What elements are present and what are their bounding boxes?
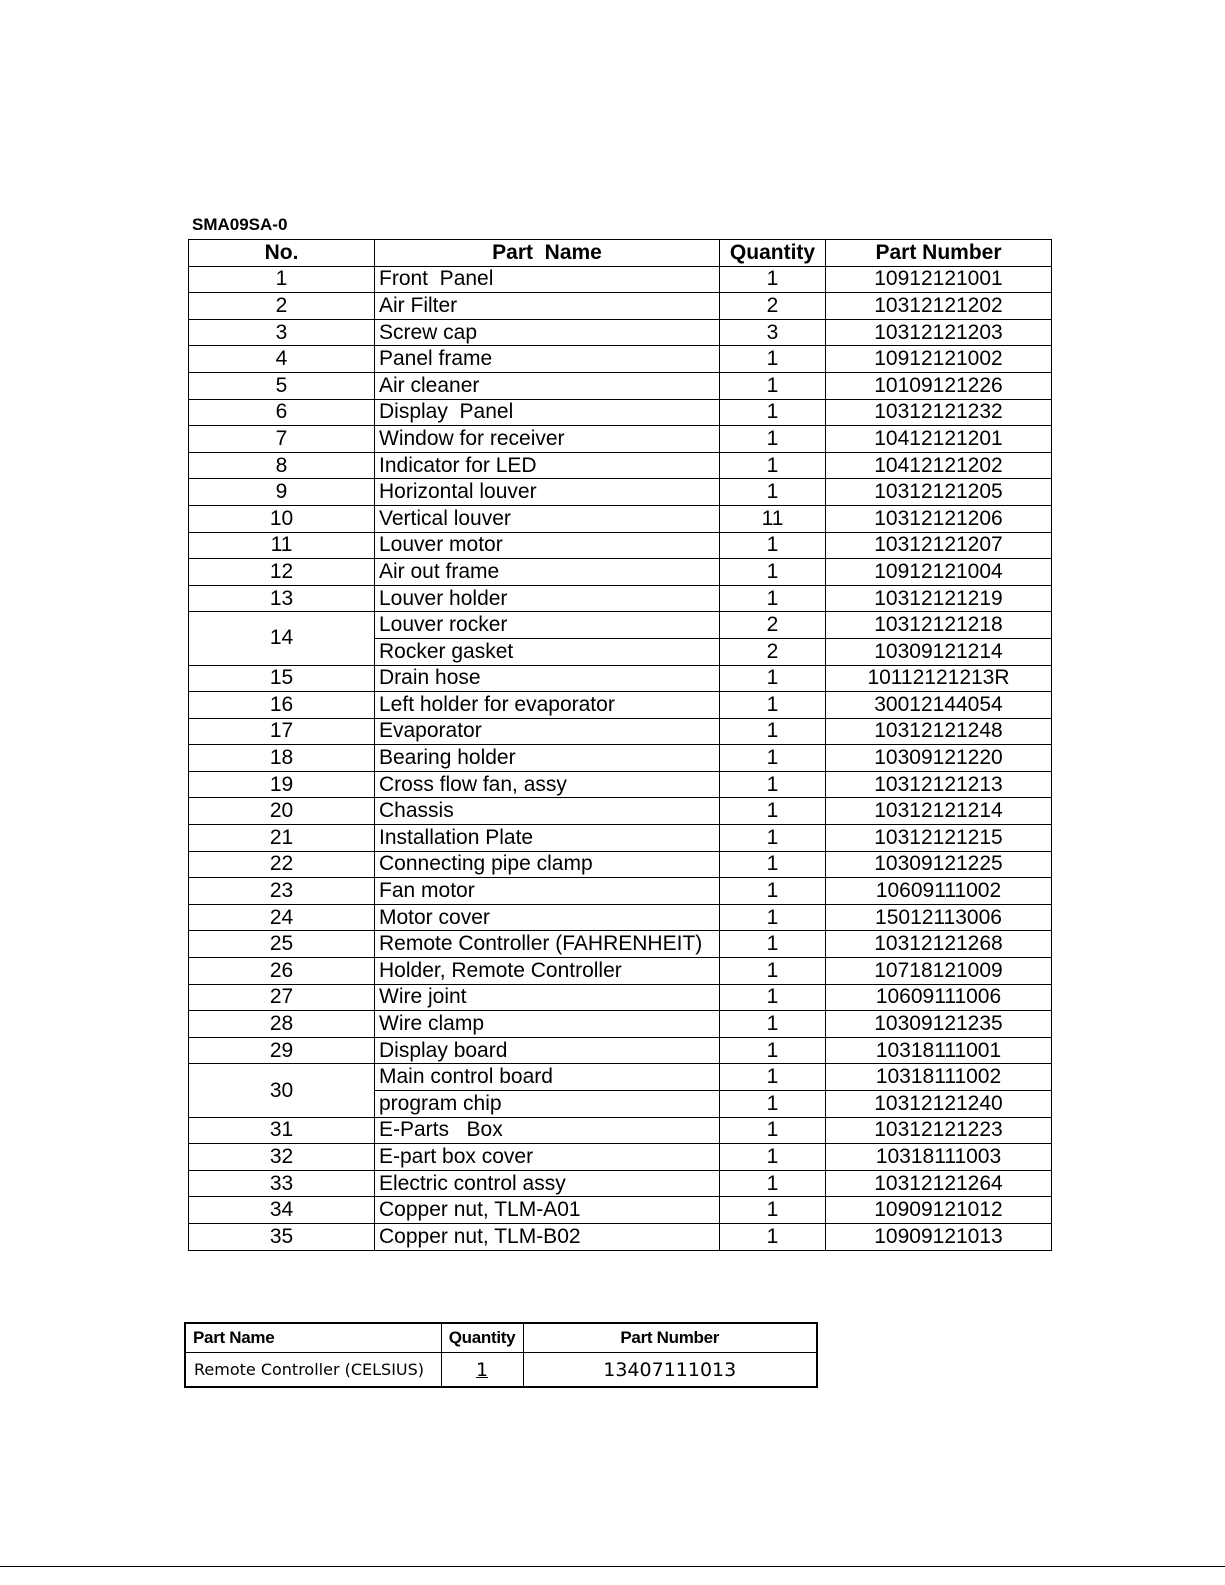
cell-no: 11	[189, 532, 375, 559]
cell-no: 20	[189, 798, 375, 825]
cell-no: 28	[189, 1011, 375, 1038]
cell-quantity: 1	[720, 958, 826, 985]
cell-no: 23	[189, 878, 375, 905]
cell-quantity: 1	[720, 984, 826, 1011]
cell-part-number: 10312121215	[826, 825, 1052, 852]
cell-no: 10	[189, 505, 375, 532]
cell-part-name: Louver motor	[375, 532, 720, 559]
bottom-divider	[0, 1566, 1225, 1567]
cell-part-number: 10718121009	[826, 958, 1052, 985]
cell-quantity: 1	[720, 532, 826, 559]
cell-part-name: Display board	[375, 1037, 720, 1064]
cell-quantity: 1	[720, 1064, 826, 1091]
cell-part-name: Display Panel	[375, 399, 720, 426]
cell-quantity: 1	[720, 1197, 826, 1224]
cell-quantity: 1	[720, 1037, 826, 1064]
cell-part-name: Electric control assy	[375, 1170, 720, 1197]
table-row	[189, 612, 1052, 639]
cell-part-name: Wire joint	[375, 984, 720, 1011]
table-row	[189, 984, 1052, 1011]
cell-part-name: Copper nut, TLM-A01	[375, 1197, 720, 1224]
cell-part-name: Evaporator	[375, 718, 720, 745]
cell-part-number: 10312121203	[826, 319, 1052, 346]
cell-no: 27	[189, 984, 375, 1011]
cell-part-name: Motor cover	[375, 904, 720, 931]
cell-no: 35	[189, 1223, 375, 1250]
cell-part-number: 10318111001	[826, 1037, 1052, 1064]
table-row	[189, 426, 1052, 453]
cell-part-name: Drain hose	[375, 665, 720, 692]
cell-part-name: Horizontal louver	[375, 479, 720, 506]
cell-part-name: Air cleaner	[375, 372, 720, 399]
cell-no: 16	[189, 692, 375, 719]
cell-no: 5	[189, 372, 375, 399]
table-row	[189, 1144, 1052, 1171]
cell-part-name: Chassis	[375, 798, 720, 825]
table-row	[189, 1011, 1052, 1038]
cell-part-name: Wire clamp	[375, 1011, 720, 1038]
header-no: No.	[189, 240, 375, 267]
table-row	[189, 1117, 1052, 1144]
cell-quantity: 1	[720, 745, 826, 772]
table-row	[189, 346, 1052, 373]
cell-quantity: 1	[720, 904, 826, 931]
cell-part-number: 10309121225	[826, 851, 1052, 878]
cell-quantity: 2	[720, 612, 826, 639]
table-row	[189, 665, 1052, 692]
table-row	[189, 293, 1052, 320]
table-row	[189, 825, 1052, 852]
extra-cell-part-name: Remote Controller (CELSIUS)	[185, 1353, 441, 1388]
extra-table-header-row	[185, 1323, 817, 1353]
cell-part-number: 10312121202	[826, 293, 1052, 320]
cell-part-number: 10909121012	[826, 1197, 1052, 1224]
cell-part-name: Installation Plate	[375, 825, 720, 852]
cell-part-name: Left holder for evaporator	[375, 692, 720, 719]
cell-part-number: 10312121232	[826, 399, 1052, 426]
cell-part-number: 10312121207	[826, 532, 1052, 559]
cell-no: 4	[189, 346, 375, 373]
extra-header-quantity: Quantity	[441, 1323, 523, 1353]
cell-part-name: Fan motor	[375, 878, 720, 905]
cell-part-number: 10412121201	[826, 426, 1052, 453]
table-row	[189, 319, 1052, 346]
table-row	[189, 532, 1052, 559]
cell-part-number: 10312121213	[826, 771, 1052, 798]
header-quantity: Quantity	[720, 240, 826, 267]
cell-quantity: 1	[720, 1170, 826, 1197]
extra-header-part-number: Part Number	[523, 1323, 817, 1353]
cell-no: 9	[189, 479, 375, 506]
cell-no: 24	[189, 904, 375, 931]
table-row	[189, 878, 1052, 905]
cell-part-number: 10109121226	[826, 372, 1052, 399]
cell-part-name: Air Filter	[375, 293, 720, 320]
cell-part-name: Main control board	[375, 1064, 720, 1091]
cell-quantity: 1	[720, 1117, 826, 1144]
cell-part-number: 30012144054	[826, 692, 1052, 719]
cell-quantity: 1	[720, 585, 826, 612]
cell-part-name: program chip	[375, 1091, 720, 1118]
cell-quantity: 1	[720, 825, 826, 852]
cell-part-number: 15012113006	[826, 904, 1052, 931]
extra-parts-table	[184, 1322, 818, 1388]
cell-no: 1	[189, 266, 375, 293]
cell-part-number: 10112121213R	[826, 665, 1052, 692]
cell-quantity: 2	[720, 638, 826, 665]
cell-part-name: Vertical louver	[375, 505, 720, 532]
cell-part-number: 10312121223	[826, 1117, 1052, 1144]
cell-quantity: 1	[720, 692, 826, 719]
cell-no: 30	[189, 1064, 375, 1117]
extra-table-row	[185, 1353, 817, 1388]
extra-cell-quantity: 1	[441, 1353, 523, 1388]
cell-part-number: 10412121202	[826, 452, 1052, 479]
cell-part-number: 10912121001	[826, 266, 1052, 293]
cell-quantity: 1	[720, 452, 826, 479]
cell-part-name: Air out frame	[375, 559, 720, 586]
cell-part-name: Bearing holder	[375, 745, 720, 772]
cell-no: 8	[189, 452, 375, 479]
table-row	[189, 1037, 1052, 1064]
cell-no: 17	[189, 718, 375, 745]
cell-quantity: 1	[720, 1144, 826, 1171]
model-code: SMA09SA-0	[192, 215, 288, 234]
table-row	[189, 851, 1052, 878]
table-row	[189, 958, 1052, 985]
cell-quantity: 3	[720, 319, 826, 346]
cell-quantity: 1	[720, 718, 826, 745]
table-row	[189, 692, 1052, 719]
cell-part-number: 10309121220	[826, 745, 1052, 772]
cell-quantity: 1	[720, 851, 826, 878]
table-row	[189, 718, 1052, 745]
table-row	[189, 266, 1052, 293]
table-row	[189, 904, 1052, 931]
cell-no: 14	[189, 612, 375, 665]
parts-table-header-row	[189, 240, 1052, 267]
cell-quantity: 1	[720, 559, 826, 586]
cell-no: 15	[189, 665, 375, 692]
table-row	[189, 1170, 1052, 1197]
table-row	[189, 399, 1052, 426]
cell-part-number: 10312121268	[826, 931, 1052, 958]
cell-part-name: Front Panel	[375, 266, 720, 293]
cell-part-name: Holder, Remote Controller	[375, 958, 720, 985]
cell-quantity: 1	[720, 479, 826, 506]
cell-part-number: 10912121002	[826, 346, 1052, 373]
cell-no: 2	[189, 293, 375, 320]
cell-part-number: 10609111006	[826, 984, 1052, 1011]
cell-no: 6	[189, 399, 375, 426]
cell-part-number: 10312121219	[826, 585, 1052, 612]
extra-cell-part-number: 13407111013	[523, 1353, 817, 1388]
cell-part-name: Indicator for LED	[375, 452, 720, 479]
parts-table	[188, 239, 1052, 1251]
extra-header-part-name: Part Name	[185, 1323, 441, 1353]
cell-quantity: 1	[720, 1091, 826, 1118]
cell-quantity: 1	[720, 372, 826, 399]
cell-part-number: 10912121004	[826, 559, 1052, 586]
cell-part-number: 10312121264	[826, 1170, 1052, 1197]
cell-no: 13	[189, 585, 375, 612]
cell-part-number: 10312121240	[826, 1091, 1052, 1118]
table-row	[189, 372, 1052, 399]
cell-part-number: 10609111002	[826, 878, 1052, 905]
cell-part-name: Remote Controller (FAHRENHEIT)	[375, 931, 720, 958]
cell-part-name: E-part box cover	[375, 1144, 720, 1171]
cell-no: 25	[189, 931, 375, 958]
cell-quantity: 1	[720, 399, 826, 426]
cell-part-number: 10909121013	[826, 1223, 1052, 1250]
cell-part-name: Screw cap	[375, 319, 720, 346]
cell-part-number: 10318111003	[826, 1144, 1052, 1171]
cell-part-number: 10318111002	[826, 1064, 1052, 1091]
cell-no: 31	[189, 1117, 375, 1144]
cell-quantity: 1	[720, 771, 826, 798]
table-row	[189, 559, 1052, 586]
cell-quantity: 1	[720, 931, 826, 958]
table-row	[189, 771, 1052, 798]
cell-part-name: Louver holder	[375, 585, 720, 612]
table-row	[189, 1197, 1052, 1224]
cell-no: 7	[189, 426, 375, 453]
cell-part-number: 10312121248	[826, 718, 1052, 745]
cell-part-name: E-Parts Box	[375, 1117, 720, 1144]
cell-quantity: 1	[720, 1011, 826, 1038]
cell-part-name: Rocker gasket	[375, 638, 720, 665]
cell-no: 26	[189, 958, 375, 985]
cell-no: 18	[189, 745, 375, 772]
cell-part-number: 10312121205	[826, 479, 1052, 506]
cell-part-number: 10312121214	[826, 798, 1052, 825]
cell-quantity: 11	[720, 505, 826, 532]
cell-part-number: 10312121218	[826, 612, 1052, 639]
cell-quantity: 1	[720, 665, 826, 692]
cell-part-number: 10309121214	[826, 638, 1052, 665]
cell-no: 32	[189, 1144, 375, 1171]
cell-quantity: 1	[720, 426, 826, 453]
cell-no: 21	[189, 825, 375, 852]
cell-part-name: Panel frame	[375, 346, 720, 373]
cell-no: 3	[189, 319, 375, 346]
cell-part-number: 10309121235	[826, 1011, 1052, 1038]
table-row	[189, 479, 1052, 506]
cell-quantity: 1	[720, 798, 826, 825]
cell-part-name: Louver rocker	[375, 612, 720, 639]
table-row	[189, 452, 1052, 479]
cell-quantity: 1	[720, 266, 826, 293]
cell-no: 29	[189, 1037, 375, 1064]
table-row	[189, 931, 1052, 958]
header-part-number: Part Number	[826, 240, 1052, 267]
cell-quantity: 2	[720, 293, 826, 320]
table-row	[189, 585, 1052, 612]
cell-quantity: 1	[720, 346, 826, 373]
header-part-name: Part Name	[375, 240, 720, 267]
cell-part-name: Window for receiver	[375, 426, 720, 453]
cell-part-number: 10312121206	[826, 505, 1052, 532]
cell-no: 12	[189, 559, 375, 586]
cell-quantity: 1	[720, 878, 826, 905]
table-row	[189, 1064, 1052, 1091]
parts-table-body	[189, 266, 1052, 1250]
table-row	[189, 745, 1052, 772]
cell-part-name: Copper nut, TLM-B02	[375, 1223, 720, 1250]
cell-part-name: Connecting pipe clamp	[375, 851, 720, 878]
cell-no: 22	[189, 851, 375, 878]
table-row	[189, 505, 1052, 532]
cell-no: 34	[189, 1197, 375, 1224]
cell-part-name: Cross flow fan, assy	[375, 771, 720, 798]
table-row	[189, 1223, 1052, 1250]
cell-no: 19	[189, 771, 375, 798]
cell-no: 33	[189, 1170, 375, 1197]
table-row	[189, 798, 1052, 825]
cell-quantity: 1	[720, 1223, 826, 1250]
